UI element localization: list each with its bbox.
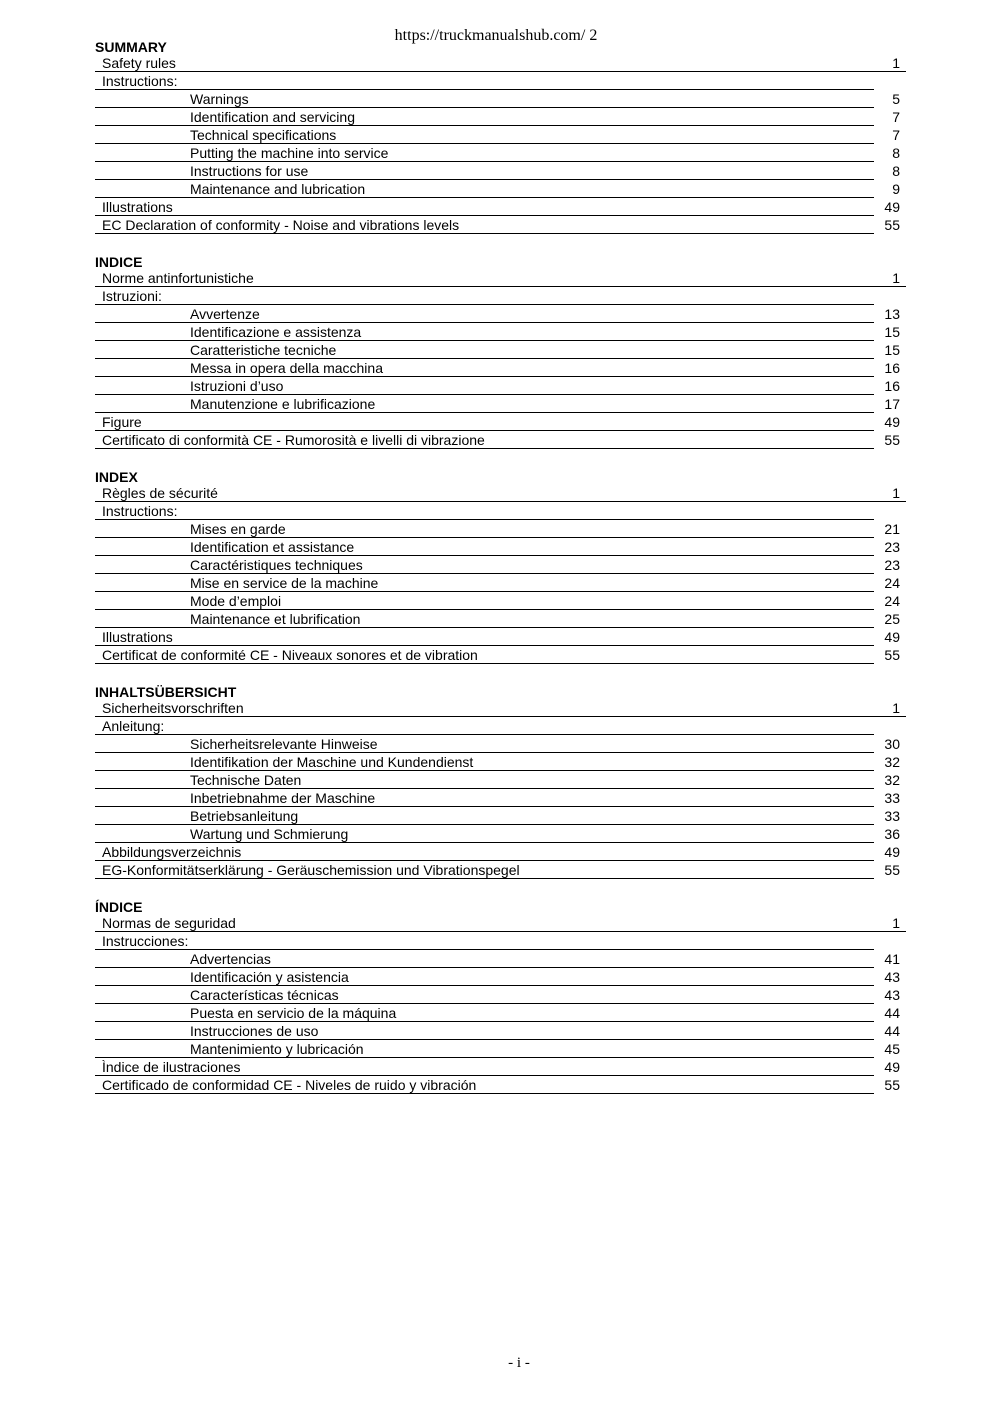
toc-entry[interactable] bbox=[0, 843, 992, 861]
toc-entry-page-number: 55 bbox=[884, 1077, 900, 1093]
toc-entry-label: Istruzioni: bbox=[102, 288, 162, 304]
toc-entry-label: Putting the machine into service bbox=[190, 145, 389, 161]
toc-entry-label: Identifikation der Maschine und Kundendienst bbox=[190, 754, 474, 770]
toc-entry-page-number: 49 bbox=[884, 1059, 900, 1075]
section-title: SUMMARY bbox=[95, 39, 167, 55]
toc-entry[interactable] bbox=[0, 1076, 992, 1094]
toc-entry[interactable] bbox=[0, 628, 992, 646]
toc-entry-page-number: 1 bbox=[892, 700, 900, 716]
toc-entry-page-number: 1 bbox=[892, 485, 900, 501]
toc-entry-page-number: 36 bbox=[884, 826, 900, 842]
toc-entry-label: Warnings bbox=[190, 91, 249, 107]
toc-entry-rule bbox=[95, 233, 874, 234]
toc-entry-label: Technische Daten bbox=[190, 772, 302, 788]
toc-entry-label: Advertencias bbox=[190, 951, 271, 967]
toc-entry[interactable] bbox=[0, 144, 992, 162]
toc-entry-page-number: 5 bbox=[892, 91, 900, 107]
toc-entry-label: Instructions: bbox=[102, 503, 178, 519]
toc-entry[interactable] bbox=[0, 54, 992, 72]
toc-entry[interactable] bbox=[0, 789, 992, 807]
toc-entry-label: Messa in opera della macchina bbox=[190, 360, 383, 376]
toc-entry[interactable] bbox=[0, 646, 992, 664]
toc-entry-page-number: 55 bbox=[884, 647, 900, 663]
toc-entry-rule bbox=[95, 663, 874, 664]
toc-entry[interactable] bbox=[0, 861, 992, 879]
toc-entry-label: Norme antinfortunistiche bbox=[102, 270, 254, 286]
toc-entry-label: Certificato di conformità CE - Rumorosità e livelli di vibrazione bbox=[102, 432, 485, 448]
toc-entry[interactable] bbox=[0, 914, 992, 932]
toc-entry-label: Maintenance and lubrication bbox=[190, 181, 366, 197]
toc-entry-label: Technical specifications bbox=[190, 127, 337, 143]
toc-entry-label: Características técnicas bbox=[190, 987, 339, 1003]
toc-entry-page-number: 33 bbox=[884, 808, 900, 824]
toc-entry-label: Identification and servicing bbox=[190, 109, 355, 125]
toc-entry-page-number: 7 bbox=[892, 127, 900, 143]
toc-entry-label: Mode d’emploi bbox=[190, 593, 282, 609]
toc-entries bbox=[0, 269, 992, 449]
toc-entry-rule bbox=[95, 878, 874, 879]
toc-entry[interactable] bbox=[0, 986, 992, 1004]
toc-entry-page-number: 55 bbox=[884, 862, 900, 878]
toc-entry-page-number: 41 bbox=[884, 951, 900, 967]
toc-entry-label: Certificado de conformidad CE - Niveles de ruido y vibración bbox=[102, 1077, 477, 1093]
toc-entry-page-number: 33 bbox=[884, 790, 900, 806]
toc-entry-label: Inbetriebnahme der Maschine bbox=[190, 790, 376, 806]
toc-entry-label: Istruzioni d’uso bbox=[190, 378, 284, 394]
toc-entry[interactable] bbox=[0, 610, 992, 628]
toc-entry-label: Instrucciones de uso bbox=[190, 1023, 319, 1039]
toc-entry-page-number: 1 bbox=[892, 55, 900, 71]
toc-entry-label: Maintenance et lubrification bbox=[190, 611, 361, 627]
toc-entry-label: Règles de sécurité bbox=[102, 485, 218, 501]
toc-entry[interactable] bbox=[0, 359, 992, 377]
toc-entry[interactable] bbox=[0, 699, 992, 717]
toc-entry-page-number: 21 bbox=[884, 521, 900, 537]
toc-entry-label: Instrucciones: bbox=[102, 933, 189, 949]
toc-entries bbox=[0, 914, 992, 1094]
toc-entry-page-number: 55 bbox=[884, 432, 900, 448]
section-title: INDEX bbox=[95, 469, 138, 485]
toc-entry[interactable] bbox=[0, 1058, 992, 1076]
toc-entry-page-number: 16 bbox=[884, 378, 900, 394]
toc-entry-page-number: 44 bbox=[884, 1023, 900, 1039]
toc-entries bbox=[0, 54, 992, 234]
toc-entry[interactable] bbox=[0, 72, 992, 90]
toc-entry[interactable] bbox=[0, 1022, 992, 1040]
toc-entry-page-number: 24 bbox=[884, 593, 900, 609]
toc-entry-page-number: 7 bbox=[892, 109, 900, 125]
toc-entry[interactable] bbox=[0, 592, 992, 610]
toc-entry-label: Ìndice de ilustraciones bbox=[102, 1059, 241, 1075]
section-title: INHALTSÜBERSICHT bbox=[95, 684, 237, 700]
toc-entry[interactable] bbox=[0, 413, 992, 431]
toc-entry[interactable] bbox=[0, 216, 992, 234]
toc-entry-page-number: 32 bbox=[884, 754, 900, 770]
toc-entry[interactable] bbox=[0, 717, 992, 735]
toc-entry-page-number: 55 bbox=[884, 217, 900, 233]
toc-entry-page-number: 1 bbox=[892, 270, 900, 286]
toc-entry[interactable] bbox=[0, 1004, 992, 1022]
toc-entry-label: Figure bbox=[102, 414, 142, 430]
toc-entry-label: Avvertenze bbox=[190, 306, 260, 322]
toc-entry-page-number: 49 bbox=[884, 844, 900, 860]
page-number-footer: - i - bbox=[508, 1355, 530, 1371]
toc-entry[interactable] bbox=[0, 180, 992, 198]
toc-entry-page-number: 8 bbox=[892, 145, 900, 161]
toc-entry[interactable] bbox=[0, 287, 992, 305]
toc-entry[interactable] bbox=[0, 502, 992, 520]
toc-entry-page-number: 9 bbox=[892, 181, 900, 197]
toc-entry-label: EC Declaration of conformity - Noise and vibrations levels bbox=[102, 217, 460, 233]
toc-entry-label: Instructions: bbox=[102, 73, 178, 89]
toc-entry-page-number: 15 bbox=[884, 342, 900, 358]
toc-entry[interactable] bbox=[0, 126, 992, 144]
toc-entry[interactable] bbox=[0, 735, 992, 753]
toc-entry[interactable] bbox=[0, 484, 992, 502]
toc-entry-page-number: 1 bbox=[892, 915, 900, 931]
toc-entry-label: Wartung und Schmierung bbox=[190, 826, 349, 842]
toc-entries bbox=[0, 699, 992, 879]
toc-entry-label: Betriebsanleitung bbox=[190, 808, 299, 824]
toc-entry[interactable] bbox=[0, 932, 992, 950]
toc-entry-label: Safety rules bbox=[102, 55, 176, 71]
toc-entry[interactable] bbox=[0, 771, 992, 789]
section-title: INDICE bbox=[95, 254, 143, 270]
toc-entry-label: Normas de seguridad bbox=[102, 915, 236, 931]
toc-entry-page-number: 13 bbox=[884, 306, 900, 322]
toc-entry[interactable] bbox=[0, 556, 992, 574]
toc-entry-page-number: 23 bbox=[884, 557, 900, 573]
toc-entry[interactable] bbox=[0, 269, 992, 287]
toc-entry-label: Mises en garde bbox=[190, 521, 286, 537]
toc-entry-label: Caractéristiques techniques bbox=[190, 557, 363, 573]
toc-entry[interactable] bbox=[0, 574, 992, 592]
toc-entry-label: Caratteristiche tecniche bbox=[190, 342, 337, 358]
section-title: ÍNDICE bbox=[95, 899, 143, 915]
toc-entry[interactable] bbox=[0, 538, 992, 556]
toc-entry[interactable] bbox=[0, 520, 992, 538]
toc-entry-page-number: 30 bbox=[884, 736, 900, 752]
toc-entry-page-number: 16 bbox=[884, 360, 900, 376]
toc-entry-label: Abbildungsverzeichnis bbox=[102, 844, 242, 860]
toc-entry-label: EG-Konformitätserklärung - Geräuschemission und Vibrationspegel bbox=[102, 862, 520, 878]
toc-entry-label: Sicherheitsvorschriften bbox=[102, 700, 244, 716]
toc-entry-label: Puesta en servicio de la máquina bbox=[190, 1005, 397, 1021]
toc-entry-page-number: 17 bbox=[884, 396, 900, 412]
toc-entry-page-number: 44 bbox=[884, 1005, 900, 1021]
toc-entry-page-number: 32 bbox=[884, 772, 900, 788]
toc-entry[interactable] bbox=[0, 825, 992, 843]
toc-entry[interactable] bbox=[0, 753, 992, 771]
header-url: https://truckmanualshub.com/ 2 bbox=[394, 27, 598, 44]
toc-entry[interactable] bbox=[0, 323, 992, 341]
toc-entry[interactable] bbox=[0, 431, 992, 449]
toc-entry-label: Identification et assistance bbox=[190, 539, 355, 555]
toc-entry[interactable] bbox=[0, 377, 992, 395]
toc-entry[interactable] bbox=[0, 1040, 992, 1058]
toc-entry-page-number: 8 bbox=[892, 163, 900, 179]
toc-entry[interactable] bbox=[0, 950, 992, 968]
toc-entry-page-number: 49 bbox=[884, 414, 900, 430]
toc-entry-label: Mise en service de la machine bbox=[190, 575, 379, 591]
toc-entry[interactable] bbox=[0, 341, 992, 359]
toc-entry-page-number: 43 bbox=[884, 987, 900, 1003]
toc-entries bbox=[0, 484, 992, 664]
toc-entry-page-number: 15 bbox=[884, 324, 900, 340]
toc-entry-label: Identificación y asistencia bbox=[190, 969, 349, 985]
toc-entry-label: Illustrations bbox=[102, 629, 173, 645]
toc-entry-page-number: 49 bbox=[884, 199, 900, 215]
toc-entry-rule bbox=[95, 448, 874, 449]
toc-entry[interactable] bbox=[0, 807, 992, 825]
toc-entry-label: Mantenimiento y lubricación bbox=[190, 1041, 364, 1057]
toc-entry-label: Manutenzione e lubrificazione bbox=[190, 396, 376, 412]
toc-entry-page-number: 24 bbox=[884, 575, 900, 591]
toc-entry-page-number: 43 bbox=[884, 969, 900, 985]
toc-entry[interactable] bbox=[0, 108, 992, 126]
toc-entry-label: Illustrations bbox=[102, 199, 173, 215]
toc-entry-page-number: 23 bbox=[884, 539, 900, 555]
toc-entry-label: Certificat de conformité CE - Niveaux sonores et de vibration bbox=[102, 647, 478, 663]
toc-entry[interactable] bbox=[0, 305, 992, 323]
toc-entry-label: Sicherheitsrelevante Hinweise bbox=[190, 736, 378, 752]
toc-entry-page-number: 49 bbox=[884, 629, 900, 645]
toc-entry[interactable] bbox=[0, 395, 992, 413]
toc-entry-page-number: 45 bbox=[884, 1041, 900, 1057]
toc-entry[interactable] bbox=[0, 968, 992, 986]
toc-entry-label: Anleitung: bbox=[102, 718, 165, 734]
toc-entry-label: Instructions for use bbox=[190, 163, 309, 179]
toc-entry-rule bbox=[95, 1093, 874, 1094]
toc-entry[interactable] bbox=[0, 198, 992, 216]
toc-entry[interactable] bbox=[0, 162, 992, 180]
toc-entry[interactable] bbox=[0, 90, 992, 108]
toc-entry-page-number: 25 bbox=[884, 611, 900, 627]
toc-entry-label: Identificazione e assistenza bbox=[190, 324, 362, 340]
